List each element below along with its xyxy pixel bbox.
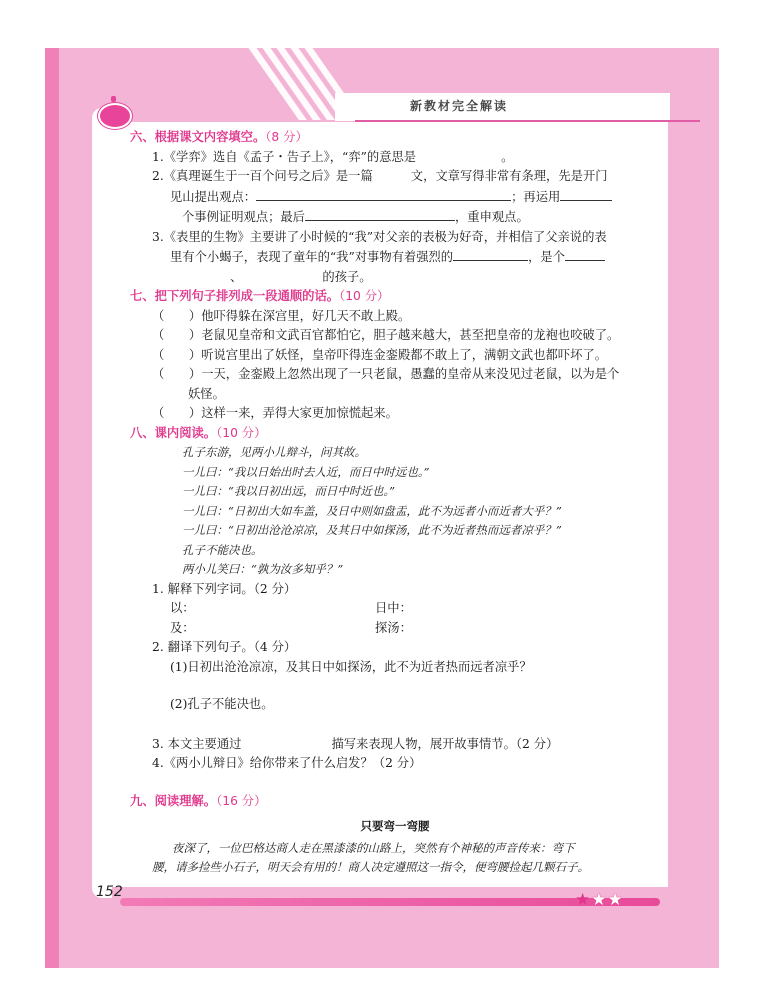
- s6-q2: 2.《真理诞生于一百个问号之后》是一篇 文，文章写得非常有条理，先是开门: [152, 169, 608, 183]
- passage-line: 两小儿笑曰：“孰为汝多知乎？”: [182, 562, 344, 576]
- s6-q2-cont: 见山提出观点： ；再运用: [130, 187, 660, 208]
- story-title: 只要弯一弯腰: [360, 819, 430, 833]
- s6-q1: 1.《学弈》选自《孟子・告子上》，“弈”的意思是 。: [152, 149, 514, 164]
- logo-crown: [111, 96, 116, 102]
- s7-item: （ ）他吓得躲在深宫里，好几天不敢上殿。: [152, 308, 411, 323]
- s8-q3: 3. 本文主要通过 描写来表现人物，展开故事情节。（2 分）: [152, 736, 559, 751]
- s8-q2-1: (1)日初出沧沧凉凉，及其日中如探汤，此不为近者热而远者凉乎？: [170, 659, 532, 674]
- s8-q4: 4.《两小儿辩日》给你带来了什么启发？（2 分）: [152, 756, 422, 770]
- passage-line: 一儿曰：“日初出大如车盖，及日中则如盘盂，此不为远者小而近者大乎？”: [182, 503, 562, 518]
- passage-line: 一儿曰：“我以日始出时去人近，而日中时远也。”: [182, 464, 430, 479]
- s7-item-cont: 妖怪。: [188, 386, 225, 401]
- s7-item: （ ）这样一来，弄得大家更加惊慌起来。: [152, 406, 398, 420]
- s8-q1-words: 以： 日中：: [170, 601, 412, 615]
- section-9-title: 九、阅读理解。（16 分）: [130, 793, 267, 808]
- s6-q3: 3.《表里的生物》主要讲了小时候的“我”对父亲的表极为好奇，并相信了父亲说的表: [152, 229, 607, 244]
- s8-q1: 1. 解释下列字词。（2 分）: [152, 581, 297, 596]
- story-line: 夜深了，一位巴格达商人走在黑漆漆的山路上，突然有个神秘的声音传来：弯下: [172, 840, 575, 855]
- page-left-strip: [45, 48, 59, 968]
- s6-q2-cont2: 个事例证明观点；最后 ，重申观点。: [130, 207, 660, 228]
- star-filled-icon: ★: [575, 890, 592, 910]
- difficulty-stars: [575, 890, 624, 910]
- story-line: 腰，请多捡些小石子，明天会有用的！商人决定遵照这一指令，便弯腰捡起几颗石子。: [152, 860, 589, 874]
- section-8-title: 八、课内阅读。（10 分）: [130, 425, 267, 440]
- page-content: [130, 128, 660, 878]
- section-6-title: 六、根据课文内容填空。（8 分）: [130, 130, 308, 144]
- s7-item: （ ）听说宫里出了妖怪，皇帝吓得连金銮殿都不敢上了，满朝文武也都吓坏了。: [152, 347, 607, 362]
- s8-q1-words: 及： 探汤：: [170, 620, 412, 635]
- header-divider: [355, 120, 700, 122]
- page-number: 152: [96, 884, 123, 900]
- s8-q2-2: (2)孔子不能决也。: [170, 697, 274, 711]
- passage-line: 一儿曰：“我以日初出远，而日中时近也。”: [182, 484, 396, 498]
- passage-line: 孔子东游，见两小儿辩斗，问其故。: [182, 445, 366, 459]
- s6-q3-cont2: 、 的孩子。: [230, 269, 372, 284]
- s8-q2: 2. 翻译下列句子。（4 分）: [152, 640, 297, 654]
- passage-line: 一儿曰：“日初出沧沧凉凉，及其日中如探汤，此不为近者热而远者凉乎？”: [182, 523, 562, 537]
- logo-icon: [98, 103, 132, 129]
- section-7-title: 七、把下列句子排列成一段通顺的话。（10 分）: [130, 289, 390, 303]
- s7-item: （ ）老鼠见皇帝和文武百官都怕它，胆子越来越大，甚至把皇帝的龙袍也咬破了。: [152, 328, 620, 342]
- s7-item: （ ）一天，金銮殿上忽然出现了一只老鼠，愚蠢的皇帝从来没见过老鼠，以为是个: [152, 367, 620, 381]
- passage-line: 孔子不能决也。: [182, 542, 263, 557]
- header-title: 新教材完全解读: [410, 99, 509, 113]
- star-empty-icon: ★★: [591, 890, 624, 910]
- s6-q3-cont: 里有个小蝎子，表现了童年的“我”对事物有着强烈的 ，是个: [130, 247, 660, 268]
